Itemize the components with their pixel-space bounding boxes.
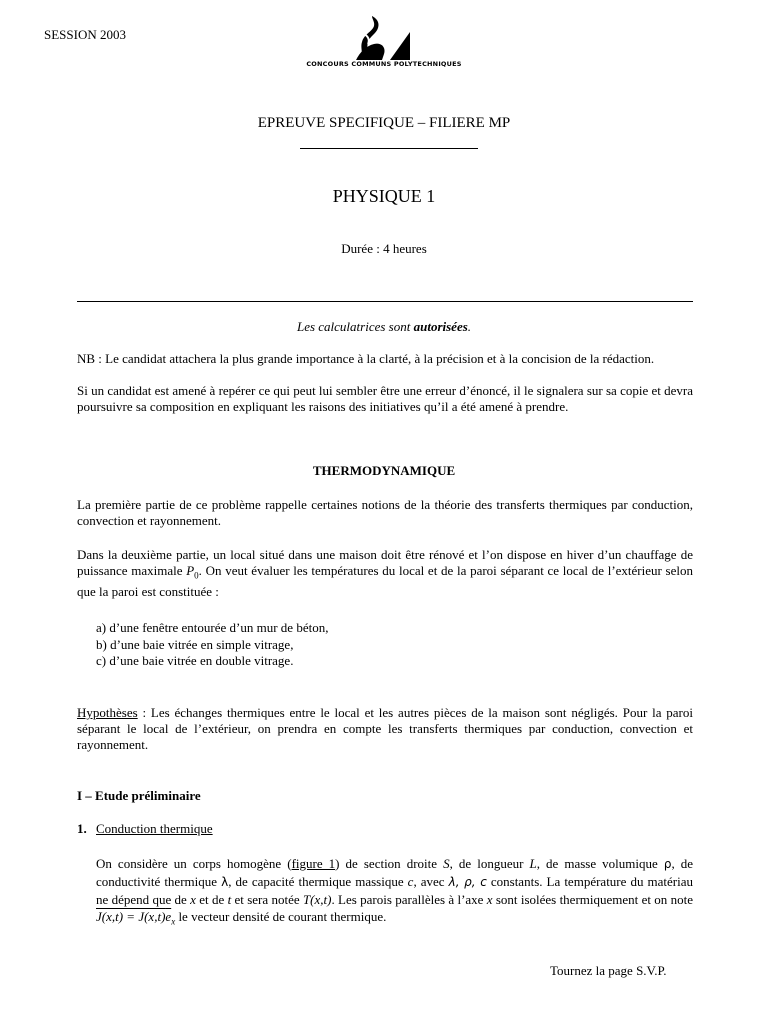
nb-paragraph-2: Si un candidat est amené à repérer ce qui peut lui sembler être une erreur d’énoncé, il le signalera sur sa copie et devra poursuivre sa composition en expliquant les raisons des initiatives qu’il a été amené à prendre. [77,383,693,414]
part-heading: I – Etude préliminaire [77,788,201,803]
intro-paragraph-1: La première partie de ce problème rappelle certaines notions de la théorie des transferts thermiques par conduction, convection et rayonnement. [77,497,693,528]
list-item: a) d’une fenêtre entourée d’un mur de béton, [96,620,329,635]
figure-1-link[interactable]: figure 1 [291,856,336,871]
subject-title: PHYSIQUE 1 [332,186,436,206]
duration: Durée : 4 heures [341,241,427,256]
subsection-heading: 1. Conduction thermique [77,821,213,836]
session-label: SESSION 2003 [44,27,126,42]
power-symbol: P [186,563,195,578]
hypotheses-label: Hypothèses [77,705,138,720]
calculator-notice: Les calculatrices sont autorisées. [296,319,472,334]
logo-text: CONCOURS COMMUNS POLYTECHNIQUES [306,60,462,68]
conduction-paragraph: On considère un corps homogène (figure 1) de section droite S, de longueur L, de masse volumique ρ, de conductivité thermique λ, de capacité thermique massique c, avec λ, ρ, c constants. La température du matériau ne dépend que de x et de t et sera notée T(x,t). Les parois parallèles à l’axe x sont isolées thermiquement et on note $J(x,t) = J(x,t)\overline{e}_x$ le vecteur densité de courant thermique. [96,856,694,927]
title-underline [300,148,478,149]
turn-page-note: Tournez la page S.V.P. [550,963,667,978]
flux-vector: J(x,t) = J(x,t) [96,909,166,924]
intro-paragraph-2: Dans la deuxième partie, un local situé dans une maison doit être rénové et l’on dispose en hiver d’un chauffage de puissance maximale $P_0$. On veut évaluer les températures du local et de la paroi séparant ce local de l’extérieur selon que la paroi est constituée : [77,547,693,599]
divider [77,301,693,302]
list-item: c) d’une baie vitrée en double vitrage. [96,653,294,668]
wall-options-list [96,620,328,670]
nb-paragraph: NB : Le candidat attachera la plus grande importance à la clarté, à la précision et à la concision de la rédaction. [77,351,655,366]
epreuve-title: EPREUVE SPECIFIQUE – FILIERE MP [257,115,511,131]
section-title: THERMODYNAMIQUE [312,463,456,478]
hypotheses-paragraph: Hypothèses : Les échanges thermiques entre le local et les autres pièces de la maison sont négligés. Pour la paroi séparant le local de l’extérieur, on prendra en compte les transferts thermiques par conduction, convection et rayonnement. [77,705,693,752]
list-item: b) d’une baie vitrée en simple vitrage, [96,636,294,652]
